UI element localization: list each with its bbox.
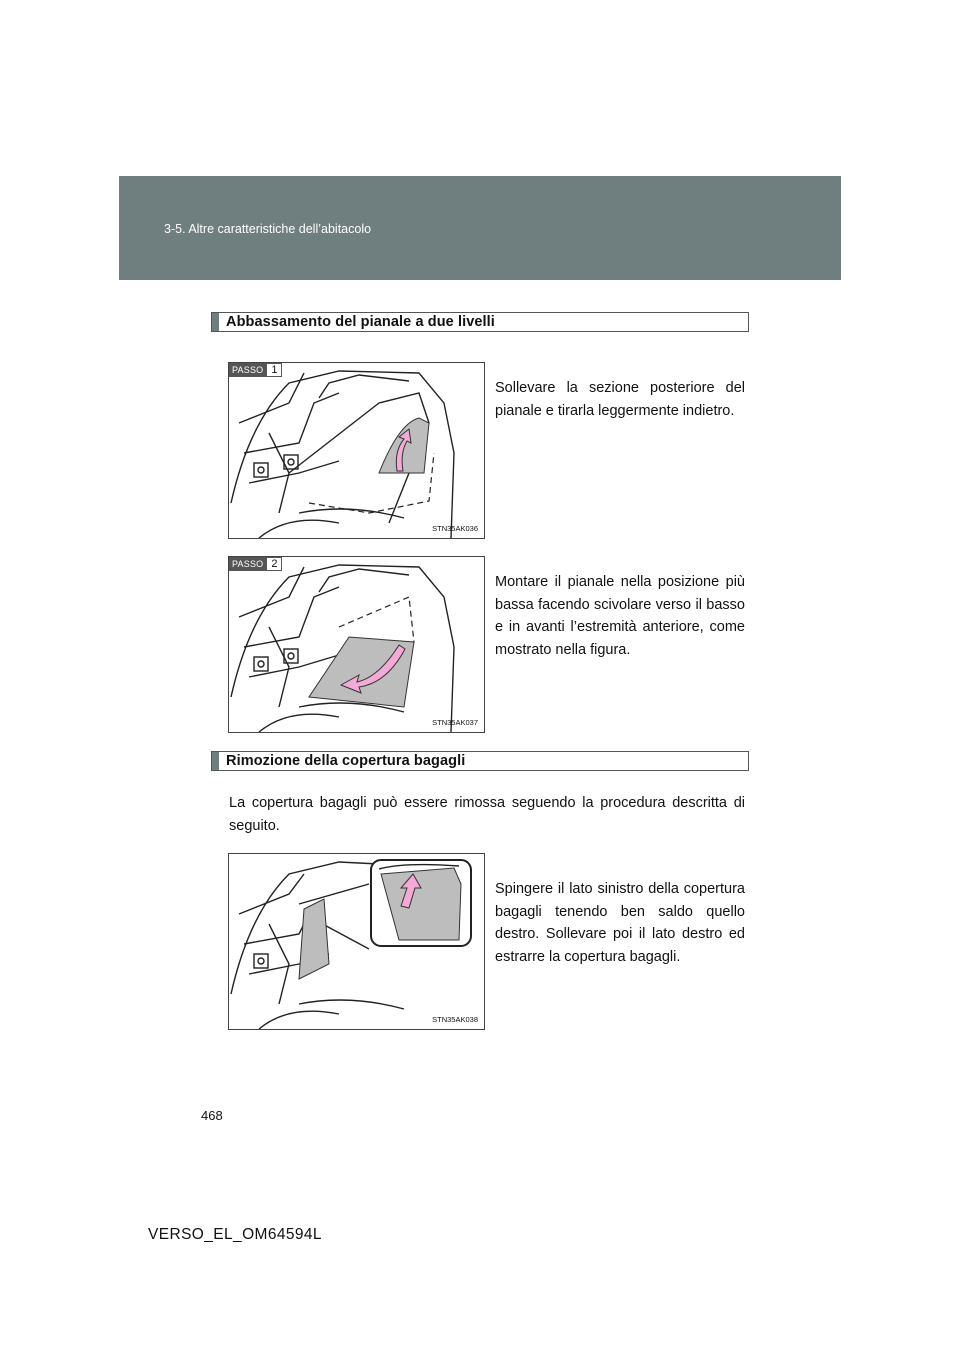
document-code: VERSO_EL_OM64594L [148, 1226, 322, 1243]
heading-accent [212, 313, 219, 331]
heading-accent [212, 752, 219, 770]
step-badge-1 [229, 363, 282, 377]
trunk-illustration-cover-icon [229, 854, 485, 1030]
section-heading-cover-removal [211, 751, 749, 771]
section-heading-label: Rimozione della copertura bagagli [226, 753, 466, 769]
figure-cover-removal [228, 853, 485, 1030]
section-heading-lowering-floor [211, 312, 749, 332]
figure-code: STN35AK038 [432, 1015, 478, 1024]
section-2-intro: La copertura bagagli può essere rimossa seguendo la procedura descritta di seguito. [229, 795, 745, 834]
trunk-illustration-slide-icon [229, 557, 485, 733]
step-badge-number: 1 [266, 363, 282, 377]
figure-step-1 [228, 362, 485, 539]
step-badge-word: PASSO [229, 363, 266, 377]
trunk-illustration-raise-icon [229, 363, 485, 539]
figure-code: STN35AK036 [432, 524, 478, 533]
step-badge-word: PASSO [229, 557, 266, 571]
step-badge-2 [229, 557, 282, 571]
section-heading-label: Abbassamento del pianale a due livelli [226, 314, 495, 330]
section-title: 3-5. Altre caratteristiche dell’abitacolo [164, 222, 372, 236]
header-band [119, 176, 841, 280]
cover-removal-text: Spingere il lato sinistro della copertura bagagli tenendo ben saldo quello destro. Sollevare poi il lato destro ed estrarre la copertura bagagli. [495, 881, 745, 965]
figure-step-2 [228, 556, 485, 733]
step-2-text: Montare il pianale nella posizione più bassa facendo scivolare verso il basso e in avanti l’estremità anteriore, come mostrato nella figura. [495, 574, 745, 658]
figure-code: STN35AK037 [432, 718, 478, 727]
step-1-text: Sollevare la sezione posteriore del pianale e tirarla leggermente indietro. [495, 380, 745, 419]
page-number: 468 [201, 1108, 223, 1123]
step-badge-number: 2 [266, 557, 282, 571]
